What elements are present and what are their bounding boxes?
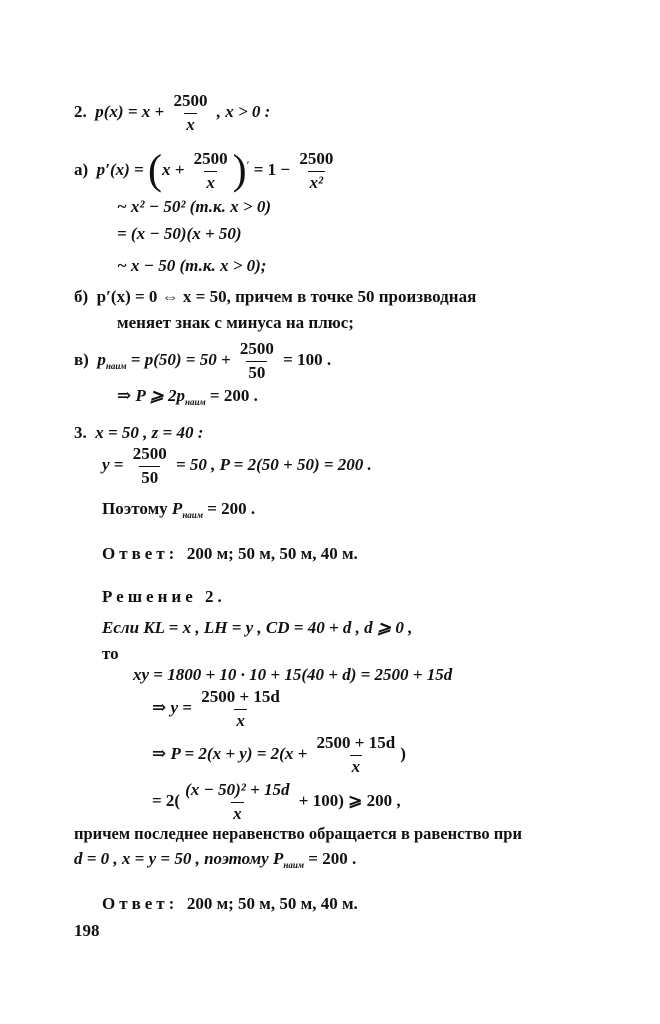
part-c-p: p [97, 350, 106, 370]
solution2-title: Решение 2. [102, 587, 226, 606]
item3-line2 [102, 445, 372, 487]
part-a-inner: x + [161, 160, 185, 180]
solution2-eq2-fraction [199, 688, 282, 730]
solution2-eq3-fraction [315, 734, 398, 776]
part-c-frac-num: 2500 [239, 339, 274, 358]
item3-y-lhs: y = [102, 455, 124, 475]
solution2-then: то [102, 644, 119, 663]
item3-fraction [131, 445, 169, 487]
part-a-frac2-num: 2500 [299, 149, 334, 168]
answer2 [102, 895, 358, 912]
item3-therefore-b: = 200 . [207, 499, 256, 518]
part-c-eq: = p(50) = 50 + [130, 350, 231, 370]
solution2-conclusion2-P: P [272, 849, 284, 868]
item2-line [74, 92, 270, 134]
solution2-eq3 [152, 734, 406, 776]
part-b-line2: меняет знак с минуса на плюс; [117, 313, 354, 332]
part-a-lhs: p′(x) = [96, 160, 144, 180]
solution2-eq1: xy = 1800 + 10 · 10 + 15(40 + d) = 2500 + 15d [133, 665, 453, 684]
item3-therefore [102, 500, 255, 520]
part-c-label: в) [74, 350, 89, 370]
part-a-label: а) [74, 160, 89, 180]
solution2-conclusion2-b: = 200 . [308, 849, 357, 868]
item3-therefore-a: Поэтому [102, 499, 168, 518]
item3-frac-den: 50 [141, 467, 159, 487]
item3-therefore-P: P [171, 499, 183, 518]
part-c-fraction [238, 340, 276, 382]
item2-frac-den: x [186, 114, 195, 134]
part-c-line2-a: ⇒ P ⩾ 2p [117, 386, 185, 405]
part-b-line1 [74, 288, 476, 305]
part-a-prime: ′ [246, 160, 250, 172]
solution2-eq3-num: 2500 + 15d [316, 733, 396, 752]
part-b-text1: p′(x) = 0 ⇔ x = 50, причем в точке 50 производная [96, 287, 477, 306]
part-c-line1 [74, 340, 331, 382]
solution2-eq4-num: (x − 50)² + 15d [185, 780, 290, 799]
item2-frac-num: 2500 [173, 91, 208, 110]
part-a-frac1-den: x [206, 172, 215, 192]
answer2-value: 200 м; 50 м, 50 м, 40 м. [186, 894, 358, 913]
item3-therefore-sub: наим [182, 510, 203, 520]
solution2-eq4-den: x [233, 803, 242, 823]
part-a-frac2 [297, 150, 335, 192]
solution2-eq4-lhs: = 2( [152, 791, 181, 811]
solution2-eq4 [152, 781, 401, 823]
page-number: 198 [74, 921, 100, 940]
solution2-eq2-num: 2500 + 15d [201, 687, 280, 706]
part-b-label: б) [74, 287, 89, 306]
item3-y-rhs: = 50 , P = 2(50 + 50) = 200 . [175, 455, 372, 475]
part-c-line2-b: = 200 . [209, 386, 258, 405]
part-a-frac2-den: x² [309, 172, 324, 192]
solution2-eq3-lhs: ⇒ P = 2(x + y) = 2(x + [152, 744, 308, 764]
part-c-sub: наим [105, 361, 127, 372]
solution2-eq3-rhs: ) [400, 744, 406, 764]
answer2-label: Ответ: [102, 894, 179, 913]
item2-condition: , x > 0 : [216, 102, 271, 122]
part-a-line3: = (x − 50)(x + 50) [117, 224, 242, 243]
item3-values: x = 50 , z = 40 : [95, 423, 204, 442]
item2-fraction [171, 92, 209, 134]
part-a-frac1-num: 2500 [193, 149, 228, 168]
solution2-conclusion1: причем последнее неравенство обращается в равенство при [74, 824, 522, 843]
part-c-line2-sub: наим [185, 397, 206, 407]
solution2-eq4-fraction [183, 781, 291, 823]
solution2-if-line: Если KL = x , LH = y , CD = 40 + d , d ⩾ 0 , [102, 618, 413, 637]
part-c-frac-den: 50 [248, 362, 266, 382]
answer1 [102, 545, 358, 562]
solution2-conclusion2 [74, 850, 356, 870]
part-c-result: = 100 . [283, 350, 332, 370]
part-a-line2: ~ x² − 50² (т.к. x > 0) [117, 197, 271, 216]
answer1-label: Ответ: [102, 544, 179, 563]
part-a-line1: а) p′(x) = (x + $\frac{2500}{x}$ )′ = 1 − $\frac{2500}{\text{x²}}$ [74, 147, 334, 194]
solution2-eq2-lhs: ⇒ y = [152, 698, 192, 718]
solution2-conclusion2-sub: наим [283, 860, 305, 870]
item3-number: 3. [74, 423, 87, 442]
item2-p-lhs: p(x) = x + [95, 102, 165, 122]
item3-line1 [74, 424, 203, 441]
part-a-frac1 [192, 150, 230, 192]
item2-number: 2. [74, 102, 87, 122]
part-a-line4: ~ x − 50 (т.к. x > 0); [117, 256, 267, 275]
item3-frac-num: 2500 [132, 444, 167, 463]
answer1-value: 200 м; 50 м, 50 м, 40 м. [186, 544, 358, 563]
solution2-eq2-den: x [236, 710, 245, 730]
part-a-eq: = 1 − [253, 160, 291, 180]
solution2-eq3-den: x [351, 756, 361, 776]
solution2-eq2 [152, 688, 285, 730]
solution2-eq4-rhs: + 100) ⩾ 200 , [298, 791, 401, 811]
solution2-conclusion2-a: d = 0 , x = y = 50 , поэтому [74, 849, 269, 868]
part-c-line2 [117, 387, 258, 407]
